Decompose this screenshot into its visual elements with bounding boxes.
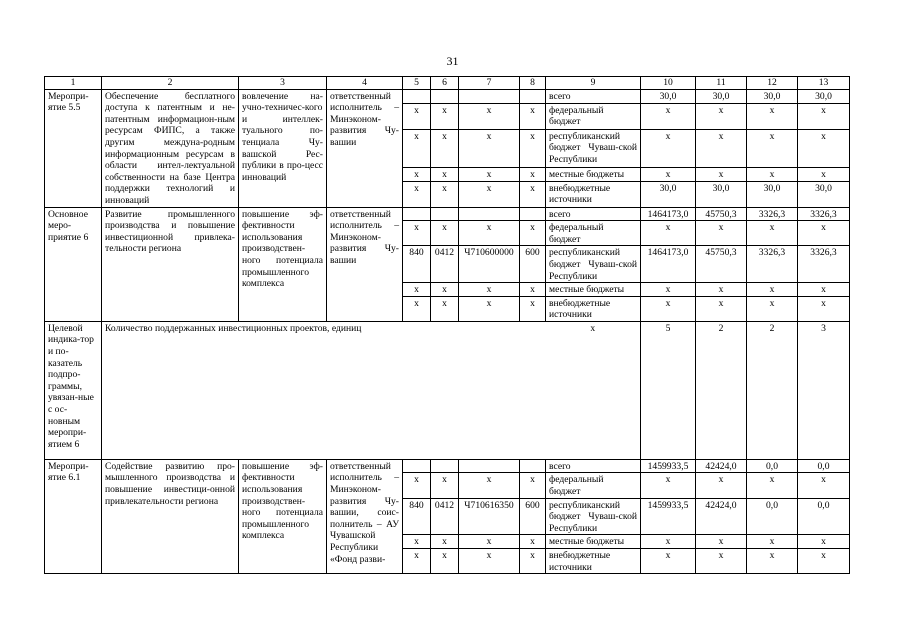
cell: х bbox=[696, 296, 747, 321]
cell: х bbox=[431, 283, 459, 297]
cell: 42424,0 bbox=[696, 459, 747, 473]
cell bbox=[403, 207, 431, 221]
cell: х bbox=[696, 283, 747, 297]
indicator-description: Количество поддержанных инвестиционных проектов, единиц bbox=[102, 321, 546, 459]
cell: 0412 bbox=[431, 498, 459, 535]
table-row bbox=[45, 459, 850, 473]
cell: х bbox=[641, 296, 696, 321]
cell: х bbox=[641, 167, 696, 181]
cell: х bbox=[798, 103, 850, 129]
cell: х bbox=[459, 167, 520, 181]
cell: 30,0 bbox=[798, 181, 850, 207]
column-header: 5 bbox=[403, 77, 431, 90]
cell: х bbox=[459, 296, 520, 321]
cell bbox=[403, 89, 431, 103]
cell: Ч710616350 bbox=[459, 498, 520, 535]
cell: х bbox=[459, 221, 520, 246]
cell: 600 bbox=[520, 246, 546, 283]
cell: 30,0 bbox=[798, 89, 850, 103]
cell: 0412 bbox=[431, 246, 459, 283]
cell: х bbox=[747, 221, 798, 246]
cell: х bbox=[641, 535, 696, 549]
funding-source: республиканский бюджет Чуваш-ской Республики bbox=[546, 498, 641, 535]
measure-name: Меропри-ятие 6.1 bbox=[45, 459, 102, 573]
funding-source: местные бюджеты bbox=[546, 535, 641, 549]
measure-goal: повышение эф-фективности использования производствен-ного потенциала промышленного комплекса bbox=[239, 207, 327, 321]
cell: х bbox=[520, 283, 546, 297]
indicator-row bbox=[45, 321, 850, 459]
cell: х bbox=[747, 549, 798, 574]
cell: х bbox=[798, 167, 850, 181]
cell: 0,0 bbox=[747, 459, 798, 473]
cell: 1459933,5 bbox=[641, 498, 696, 535]
cell: 5 bbox=[641, 321, 696, 459]
cell: х bbox=[641, 103, 696, 129]
cell: х bbox=[747, 283, 798, 297]
cell: х bbox=[459, 129, 520, 167]
cell: 30,0 bbox=[641, 181, 696, 207]
cell: х bbox=[798, 296, 850, 321]
measure-description: Развитие промышленного производства и повышение инвестиционной привлека-тельности региона bbox=[102, 207, 239, 321]
cell: х bbox=[747, 129, 798, 167]
cell bbox=[431, 459, 459, 473]
cell: х bbox=[431, 181, 459, 207]
cell: х bbox=[696, 129, 747, 167]
cell bbox=[520, 89, 546, 103]
cell: х bbox=[747, 167, 798, 181]
funding-source: федеральный бюджет bbox=[546, 473, 641, 498]
cell: 3326,3 bbox=[747, 207, 798, 221]
cell: 840 bbox=[403, 246, 431, 283]
cell: х bbox=[696, 103, 747, 129]
cell: х bbox=[431, 535, 459, 549]
cell bbox=[459, 207, 520, 221]
cell: х bbox=[459, 535, 520, 549]
funding-source: местные бюджеты bbox=[546, 283, 641, 297]
funding-source: всего bbox=[546, 207, 641, 221]
cell: х bbox=[403, 221, 431, 246]
cell bbox=[431, 89, 459, 103]
column-header: 13 bbox=[798, 77, 850, 90]
column-header: 9 bbox=[546, 77, 641, 90]
funding-source: внебюджетные источники bbox=[546, 549, 641, 574]
cell: х bbox=[403, 103, 431, 129]
cell: х bbox=[641, 221, 696, 246]
cell: х bbox=[798, 283, 850, 297]
column-header: 12 bbox=[747, 77, 798, 90]
cell: Ч710600000 bbox=[459, 246, 520, 283]
cell: 30,0 bbox=[747, 181, 798, 207]
cell: х bbox=[641, 549, 696, 574]
cell bbox=[431, 207, 459, 221]
table-row bbox=[45, 89, 850, 103]
measure-name: Меропри-ятие 5.5 bbox=[45, 89, 102, 207]
cell: х bbox=[641, 283, 696, 297]
cell: х bbox=[696, 167, 747, 181]
funding-source: всего bbox=[546, 459, 641, 473]
cell: х bbox=[431, 473, 459, 498]
cell: х bbox=[696, 221, 747, 246]
cell: 2 bbox=[747, 321, 798, 459]
cell: х bbox=[520, 167, 546, 181]
cell bbox=[459, 89, 520, 103]
funding-source: всего bbox=[546, 89, 641, 103]
funding-source: внебюджетные источники bbox=[546, 296, 641, 321]
column-header: 1 bbox=[45, 77, 102, 90]
cell: 0,0 bbox=[798, 498, 850, 535]
measure-description: Содействие развитию про-мышленного производства и повышение инвестици-онной привлекательности региона bbox=[102, 459, 239, 573]
column-header: 10 bbox=[641, 77, 696, 90]
cell: 3 bbox=[798, 321, 850, 459]
cell: 0,0 bbox=[747, 498, 798, 535]
cell: х bbox=[520, 129, 546, 167]
cell: х bbox=[403, 283, 431, 297]
measure-goal: повышение эф-фективности использования производствен-ного потенциала промышленного комплекса bbox=[239, 459, 327, 573]
cell: х bbox=[798, 473, 850, 498]
cell: х bbox=[798, 535, 850, 549]
column-header: 6 bbox=[431, 77, 459, 90]
cell: х bbox=[747, 473, 798, 498]
cell bbox=[459, 459, 520, 473]
cell: х bbox=[747, 103, 798, 129]
cell: х bbox=[747, 296, 798, 321]
cell: 1459933,5 bbox=[641, 459, 696, 473]
cell bbox=[520, 207, 546, 221]
cell: х bbox=[431, 221, 459, 246]
measure-name: Основное меро-приятие 6 bbox=[45, 207, 102, 321]
cell: х bbox=[403, 296, 431, 321]
page-number: 31 bbox=[446, 54, 459, 68]
cell: х bbox=[747, 535, 798, 549]
cell: х bbox=[520, 103, 546, 129]
cell: х bbox=[641, 473, 696, 498]
column-header: 3 bbox=[239, 77, 327, 90]
measure-executor: ответственный исполнитель – Минэконом-развития Чу-вашии bbox=[327, 89, 403, 207]
cell bbox=[520, 459, 546, 473]
indicator-name: Целевой индика-тор и по-казатель подпро-граммы, увязан-ные с ос-новным меропри-ятием 6 bbox=[45, 321, 102, 459]
cell: х bbox=[520, 549, 546, 574]
cell: х bbox=[403, 129, 431, 167]
cell: х bbox=[403, 549, 431, 574]
cell: 45750,3 bbox=[696, 207, 747, 221]
cell: х bbox=[520, 473, 546, 498]
measure-executor: ответственный исполнитель – Минэконом-развития Чу-вашии, соис-полнитель – АУ Чувашской Республики «Фонд разви- bbox=[327, 459, 403, 573]
cell: х bbox=[459, 181, 520, 207]
cell: 2 bbox=[696, 321, 747, 459]
cell: х bbox=[459, 283, 520, 297]
cell: х bbox=[641, 129, 696, 167]
cell: х bbox=[520, 221, 546, 246]
cell: х bbox=[403, 181, 431, 207]
cell: х bbox=[696, 473, 747, 498]
cell: х bbox=[696, 535, 747, 549]
cell: х bbox=[431, 103, 459, 129]
cell: 840 bbox=[403, 498, 431, 535]
column-header: 4 bbox=[327, 77, 403, 90]
cell: 45750,3 bbox=[696, 246, 747, 283]
cell: 30,0 bbox=[641, 89, 696, 103]
cell: 1464173,0 bbox=[641, 246, 696, 283]
measure-description: Обеспечение бесплатного доступа к патентным и не-патентным информацион-ным ресурсам ФИПС, а также другим междуна-родным информационным ресурсам в области интел-лектуальной собственности на базе Центра поддержки технологий и инноваций bbox=[102, 89, 239, 207]
cell: х bbox=[520, 296, 546, 321]
cell: х bbox=[546, 321, 641, 459]
funding-source: республиканский бюджет Чуваш-ской Республики bbox=[546, 129, 641, 167]
cell: 3326,3 bbox=[747, 246, 798, 283]
cell: 1464173,0 bbox=[641, 207, 696, 221]
cell: х bbox=[520, 535, 546, 549]
cell: х bbox=[459, 103, 520, 129]
cell: х bbox=[459, 473, 520, 498]
cell: 3326,3 bbox=[798, 207, 850, 221]
column-header: 2 bbox=[102, 77, 239, 90]
cell: х bbox=[798, 549, 850, 574]
funding-source: внебюджетные источники bbox=[546, 181, 641, 207]
cell: х bbox=[403, 535, 431, 549]
cell: х bbox=[403, 473, 431, 498]
measure-executor: ответственный исполнитель – Минэконом-развития Чу-вашии bbox=[327, 207, 403, 321]
cell: 600 bbox=[520, 498, 546, 535]
column-header: 11 bbox=[696, 77, 747, 90]
cell: х bbox=[431, 296, 459, 321]
cell: х bbox=[431, 549, 459, 574]
measure-goal: вовлечение на-учно-техничес-кого и интеллек-туального по-тенциала Чу-вашской Рес-публики в про-цесс инноваций bbox=[239, 89, 327, 207]
cell: х bbox=[798, 221, 850, 246]
cell: х bbox=[459, 549, 520, 574]
column-header: 7 bbox=[459, 77, 520, 90]
funding-source: федеральный бюджет bbox=[546, 103, 641, 129]
cell: х bbox=[431, 167, 459, 181]
cell: 3326,3 bbox=[798, 246, 850, 283]
cell: х bbox=[798, 129, 850, 167]
table-row bbox=[45, 207, 850, 221]
funding-source: федеральный бюджет bbox=[546, 221, 641, 246]
cell: х bbox=[696, 549, 747, 574]
cell: х bbox=[520, 181, 546, 207]
cell: 30,0 bbox=[696, 89, 747, 103]
cell: 30,0 bbox=[696, 181, 747, 207]
cell: 0,0 bbox=[798, 459, 850, 473]
program-table bbox=[44, 76, 850, 574]
cell: х bbox=[403, 167, 431, 181]
cell: 42424,0 bbox=[696, 498, 747, 535]
funding-source: республиканский бюджет Чуваш-ской Республики bbox=[546, 246, 641, 283]
cell: х bbox=[431, 129, 459, 167]
cell: 30,0 bbox=[747, 89, 798, 103]
cell bbox=[403, 459, 431, 473]
funding-source: местные бюджеты bbox=[546, 167, 641, 181]
column-header-row bbox=[45, 77, 850, 90]
column-header: 8 bbox=[520, 77, 546, 90]
